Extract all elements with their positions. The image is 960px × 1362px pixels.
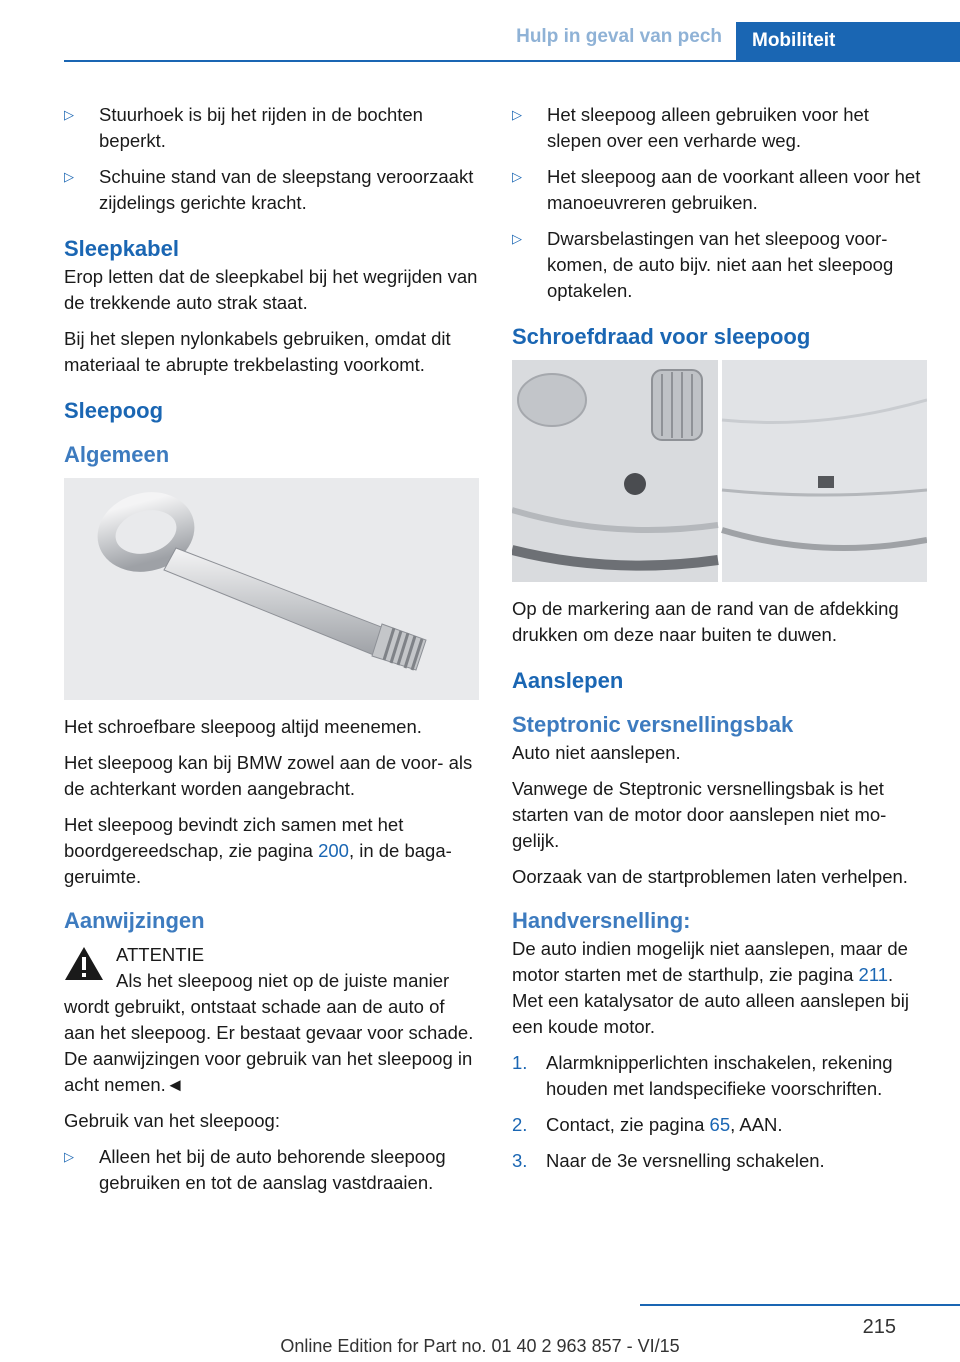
page-number: 215 [862,1316,896,1338]
heading-sleepkabel: Sleepkabel [64,236,179,261]
heading-steptronic: Steptronic versnellingsbak [512,712,794,737]
heading-sleepoog: Sleepoog [64,398,164,423]
page-link[interactable]: 200 [318,840,349,861]
footer-rule [640,1304,960,1306]
paragraph: De auto indien mogelijk niet aanslepen, maar de motor starten met de starthulp, zie pagina 211. Met een katalysator de auto alleen aanslepen bij een koude motor. [512,938,909,1037]
list-item: ▷ Dwarsbelastingen van het sleepoog voorkomen, de auto bijv. niet aan het sleepoog optakelen. [512,228,894,301]
list-item: ▷ Het sleepoog alleen gebruiken voor het slepen over een verharde weg. [512,104,869,151]
heading-algemeen: Algemeen [64,442,170,467]
paragraph: Het sleepoog bevindt zich samen met het boordgereedschap, zie pagina 200, in de bagageruimte. [64,814,452,887]
tow-hook-image [64,478,479,700]
warning-title: ATTENTIE [116,944,205,965]
paragraph: Oorzaak van de startproblemen laten verhelpen. [512,866,908,887]
heading-aanslepen: Aanslepen [512,668,624,693]
paragraph: Vanwege de Steptronic versnellingsbak is het starten van de motor door aanslepen niet mogelijk. [512,778,887,851]
heading-aanwijzingen: Aanwijzingen [64,908,205,933]
list-item: ▷ Stuurhoek is bij het rijden in de bochten beperkt. [64,104,423,151]
page-link[interactable]: 211 [858,964,889,985]
section-tab: Hulp in geval van pech [516,26,722,47]
tow-hook-illustration [64,478,479,700]
chapter-tab: Mobiliteit [736,22,960,60]
triangle-right-bullet-icon: ▷ [64,107,74,122]
page-link[interactable]: 65 [709,1114,731,1135]
paragraph: Het schroefbare sleepoog altijd meenemen. [64,716,422,737]
paragraph: Bij het slepen nylonkabels gebruiken, omdat dit materiaal te abrupte trekbelasting voorkomt. [64,328,451,375]
triangle-right-bullet-icon: ▷ [512,169,522,184]
heading-schroefdraad: Schroefdraad voor sleepoog [512,324,811,349]
triangle-right-bullet-icon: ▷ [512,231,522,246]
warning-triangle-icon [64,946,104,981]
page-header [0,0,960,62]
right-column [512,102,927,1184]
list-item: ▷ Alleen het bij de auto behorende sleepoog gebruiken en tot de aanslag vastdraaien. [64,1146,446,1193]
warning-text: Als het sleepoog niet op de juiste manier wordt gebruikt, ontstaat schade aan de auto of aan het sleepoog. Er bestaat gevaar voor schade. De aanwijzingen voor gebruik van het sleepoog in acht nemen.◄ [64,970,474,1095]
warning-block [64,942,479,1098]
bumper-illustration [512,360,927,582]
triangle-right-bullet-icon: ▷ [512,107,522,122]
bullet-list [64,1144,479,1196]
heading-handversnelling: Handversnelling: [512,908,691,933]
triangle-right-bullet-icon: ▷ [64,169,74,184]
paragraph: Gebruik van het sleepoog: [64,1110,280,1131]
triangle-right-bullet-icon: ▷ [64,1149,74,1164]
bullet-list [64,102,479,216]
paragraph: Erop letten dat de sleepkabel bij het wegrijden van de trekkende auto strak staat. [64,266,478,313]
list-item: ▷ Schuine stand van de sleepstang veroorzaakt zijdelings gerichte kracht. [64,166,474,213]
list-item: 3. Naar de 3e versnelling schakelen. [512,1150,825,1171]
paragraph: Auto niet aanslepen. [512,742,681,763]
bullet-list [512,102,927,304]
header-rule [64,60,960,62]
paragraph: Op de markering aan de rand van de afdekking drukken om deze naar buiten te duwen. [512,598,899,645]
list-item: 2. Contact, zie pagina 65, AAN. [512,1114,783,1135]
bumper-image [512,360,927,582]
paragraph: Het sleepoog kan bij BMW zowel aan de voor- als de achterkant worden aangebracht. [64,752,473,799]
edition-footer: Online Edition for Part no. 01 40 2 963 857 - VI/15 [280,1336,680,1356]
list-item: 1. Alarmknipperlichten inschakelen, rekening houden met landspecifieke voorschriften. [512,1052,893,1099]
left-column [64,102,479,1206]
list-item: ▷ Het sleepoog aan de voorkant alleen voor het manoeuvreren gebruiken. [512,166,921,213]
numbered-list [512,1050,927,1174]
